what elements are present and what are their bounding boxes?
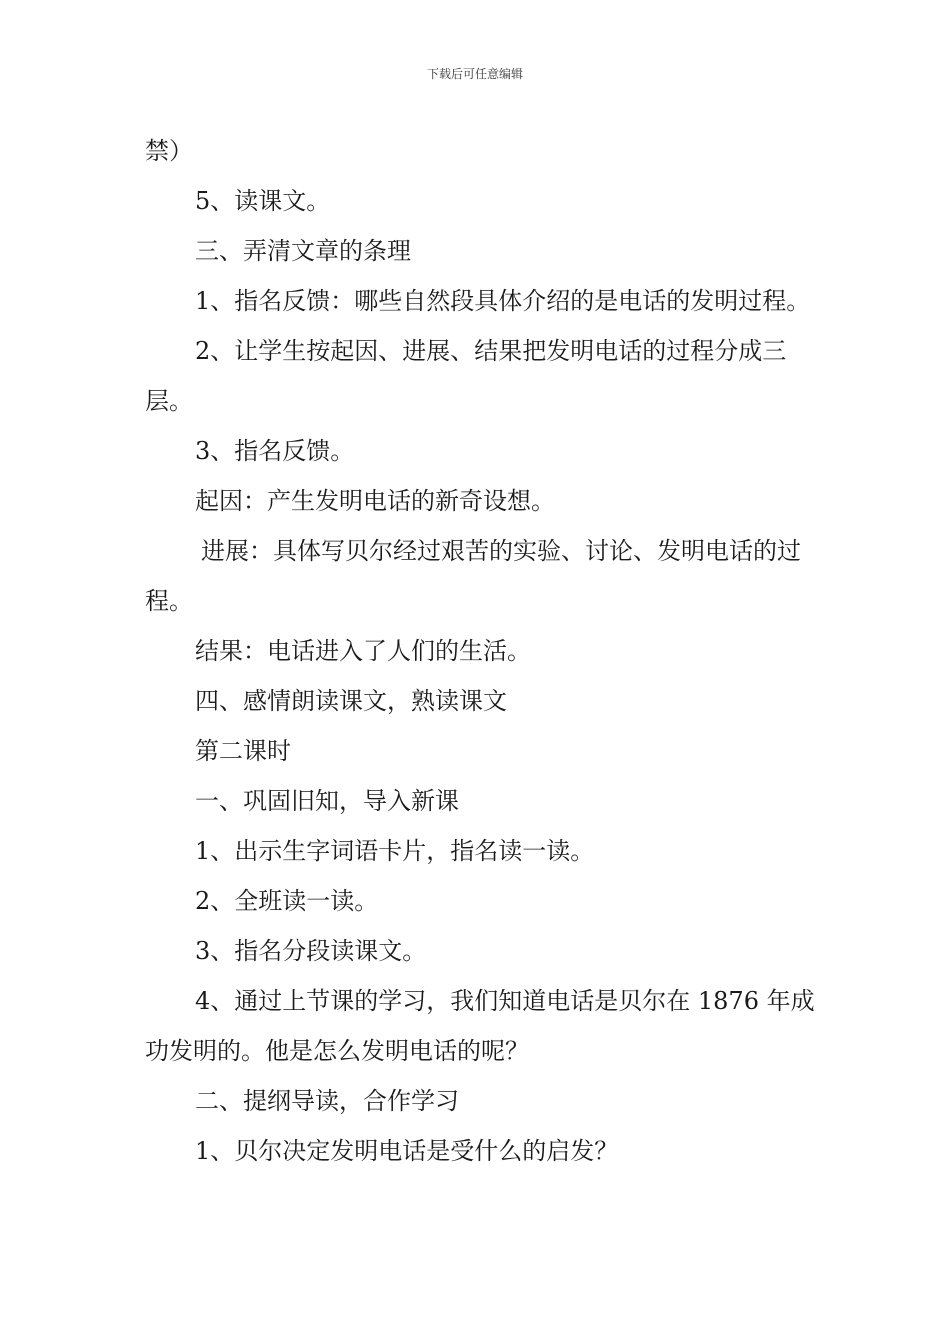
paragraph-feedback-1: 1、指名反馈：哪些自然段具体介绍的是电话的发明过程。 <box>195 287 811 315</box>
paragraph-feedback-3: 3、指名反馈。 <box>195 437 355 465</box>
page-header: 下载后可任意编辑 <box>426 67 523 81</box>
section-heading-reading: 四、感情朗读课文，熟读课文 <box>195 687 507 715</box>
paragraph-review-1: 1、出示生字词语卡片，指名读一读。 <box>195 837 595 865</box>
paragraph-progress: 进展：具体写贝尔经过艰苦的实验、讨论、发明电话的过程。 <box>145 537 801 615</box>
section-heading-review: 一、巩固旧知，导入新课 <box>195 787 459 815</box>
paragraph-review-2: 2、全班读一读。 <box>195 887 379 915</box>
section-heading-structure: 三、弄清文章的条理 <box>195 237 411 265</box>
paragraph-feedback-2: 2、让学生按起因、进展、结果把发明电话的过程分成三层。 <box>145 337 787 415</box>
paragraph-cause: 起因：产生发明电话的新奇设想。 <box>195 487 555 515</box>
paragraph-continuation: 禁） <box>145 137 193 165</box>
paragraph-review-3: 3、指名分段读课文。 <box>195 937 427 965</box>
paragraph-question-1: 1、贝尔决定发明电话是受什么的启发？ <box>195 1137 619 1165</box>
section-heading-guided-reading: 二、提纲导读，合作学习 <box>195 1087 459 1115</box>
lesson-heading-second: 第二课时 <box>195 737 291 765</box>
document-body <box>145 126 815 1176</box>
paragraph-result: 结果：电话进入了人们的生活。 <box>195 637 531 665</box>
paragraph-review-4: 4、通过上节课的学习，我们知道电话是贝尔在 1876 年成功发明的。他是怎么发明电话的呢？ <box>145 987 815 1065</box>
paragraph-read-text: 5、读课文。 <box>195 187 331 215</box>
